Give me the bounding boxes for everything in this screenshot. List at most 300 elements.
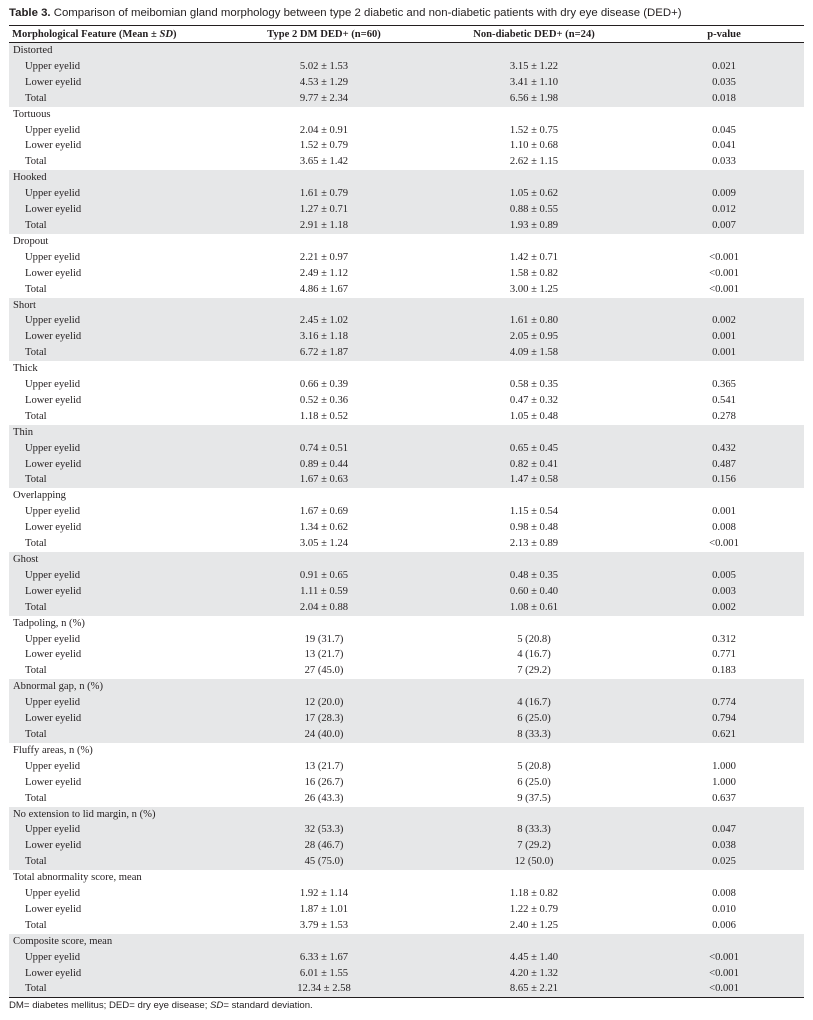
dm-value: 27 (45.0) [304, 665, 344, 677]
empty-cell [644, 43, 804, 59]
empty-cell [424, 870, 644, 886]
non-dm-value: 2.62 ± 1.15 [509, 156, 559, 168]
empty-cell [224, 934, 424, 950]
non-dm-value: 4.45 ± 1.40 [424, 950, 644, 966]
table-row [9, 91, 804, 107]
table-header [9, 26, 804, 43]
group-title-row [9, 298, 804, 314]
p-value: 0.278 [712, 410, 736, 422]
row-label: Lower eyelid [25, 903, 82, 915]
row-label: Upper eyelid [25, 888, 81, 900]
p-value: 1.000 [712, 776, 736, 788]
table-row [9, 663, 804, 679]
p-value: 0.432 [644, 441, 804, 457]
p-value: 0.033 [712, 156, 736, 168]
group-title-row [9, 107, 804, 123]
empty-cell [644, 679, 804, 695]
dm-value: 17 (28.3) [224, 711, 424, 727]
p-value: <0.001 [709, 283, 739, 295]
table-row [9, 981, 804, 997]
dm-value: 1.61 ± 0.79 [224, 186, 424, 202]
empty-cell [224, 679, 424, 695]
dm-value: 1.34 ± 0.62 [299, 522, 349, 534]
p-value: 0.002 [644, 313, 804, 329]
table-row [9, 393, 804, 409]
non-dm-value: 0.58 ± 0.35 [509, 379, 559, 391]
group-title-row [9, 743, 804, 759]
p-value: 0.045 [712, 124, 736, 136]
group-title: Total abnormality score, mean [13, 872, 142, 884]
non-dm-value: 5 (20.8) [517, 633, 551, 645]
group-title: Tortuous [13, 108, 51, 120]
group-title: Overlapping [13, 490, 66, 502]
table-footnote [9, 1000, 313, 1011]
dm-value: 6.01 ± 1.55 [224, 966, 424, 982]
table-row [9, 536, 804, 552]
row-label: Lower eyelid [9, 966, 224, 982]
dm-value: 2.04 ± 0.91 [299, 124, 349, 136]
table-row [9, 266, 804, 282]
header-non-dm: Non-diabetic DED+ (n=24) [424, 26, 644, 43]
row-label: Total [9, 981, 224, 997]
dm-value: 19 (31.7) [304, 633, 344, 645]
non-dm-value: 1.52 ± 0.75 [509, 124, 559, 136]
table-label: Table 3. [9, 7, 51, 19]
group-title-row [9, 170, 804, 186]
empty-cell [644, 552, 804, 568]
feature-group [9, 107, 804, 171]
dm-value: 26 (43.3) [304, 792, 344, 804]
table-row [9, 504, 804, 520]
dm-value: 2.49 ± 1.12 [299, 267, 349, 279]
table-row [9, 250, 804, 266]
row-label: Upper eyelid [25, 379, 81, 391]
non-dm-value: 1.93 ± 0.89 [424, 218, 644, 234]
header-feature-prefix: Morphological Feature (Mean ± [12, 28, 160, 40]
p-value: 0.018 [644, 91, 804, 107]
row-label: Upper eyelid [9, 441, 224, 457]
table-row [9, 647, 804, 663]
header-p-value: p-value [644, 26, 804, 43]
table-row [9, 282, 804, 298]
p-value: 0.774 [644, 695, 804, 711]
empty-cell [644, 361, 804, 377]
row-label: Total [9, 218, 224, 234]
group-title: Fluffy areas, n (%) [13, 744, 93, 756]
empty-cell [424, 807, 644, 823]
non-dm-value: 4.09 ± 1.58 [424, 345, 644, 361]
non-dm-value: 8 (33.3) [424, 822, 644, 838]
p-value: 0.621 [644, 727, 804, 743]
table-row [9, 759, 804, 775]
dm-value: 0.74 ± 0.51 [224, 441, 424, 457]
row-label: Upper eyelid [9, 59, 224, 75]
non-dm-value: 7 (29.2) [424, 838, 644, 854]
table-row [9, 59, 804, 75]
empty-cell [644, 298, 804, 314]
empty-cell [424, 43, 644, 59]
dm-value: 6.33 ± 1.67 [224, 950, 424, 966]
dm-value: 9.77 ± 2.34 [224, 91, 424, 107]
p-value: 0.021 [644, 59, 804, 75]
feature-group [9, 298, 804, 362]
empty-cell [424, 107, 644, 123]
group-title-row [9, 934, 804, 950]
p-value: 0.010 [712, 903, 736, 915]
row-label: Upper eyelid [25, 506, 81, 518]
p-value: <0.001 [644, 966, 804, 982]
empty-cell [424, 234, 644, 250]
p-value: 0.001 [644, 329, 804, 345]
group-title: Dropout [13, 235, 49, 247]
empty-cell [224, 170, 424, 186]
non-dm-value: 6 (25.0) [424, 711, 644, 727]
non-dm-value: 8 (33.3) [424, 727, 644, 743]
group-title-row [9, 488, 804, 504]
p-value: 0.541 [712, 394, 736, 406]
group-title-row [9, 361, 804, 377]
morphology-table [9, 25, 804, 998]
non-dm-value: 1.05 ± 0.62 [424, 186, 644, 202]
non-dm-value: 0.82 ± 0.41 [424, 457, 644, 473]
dm-value: 2.45 ± 1.02 [224, 313, 424, 329]
row-label: Lower eyelid [25, 267, 82, 279]
group-title-row [9, 807, 804, 823]
table-row [9, 918, 804, 934]
non-dm-value: 1.58 ± 0.82 [509, 267, 559, 279]
dm-value: 3.05 ± 1.24 [299, 538, 349, 550]
empty-cell [644, 616, 804, 632]
non-dm-value: 0.60 ± 0.40 [424, 584, 644, 600]
non-dm-value: 3.41 ± 1.10 [424, 75, 644, 91]
non-dm-value: 3.15 ± 1.22 [424, 59, 644, 75]
p-value: <0.001 [709, 251, 739, 263]
group-title-row [9, 234, 804, 250]
table-row [9, 377, 804, 393]
group-title: Distorted [9, 43, 224, 59]
header-feature-sd: SD [159, 28, 173, 40]
empty-cell [424, 170, 644, 186]
non-dm-value: 5 (20.8) [517, 760, 551, 772]
dm-value: 28 (46.7) [224, 838, 424, 854]
header-feature-suffix: ) [172, 28, 177, 40]
row-label: Upper eyelid [9, 695, 224, 711]
row-label: Total [9, 91, 224, 107]
table-row [9, 75, 804, 91]
header-dm: Type 2 DM DED+ (n=60) [224, 26, 424, 43]
table-row [9, 202, 804, 218]
empty-cell [644, 488, 804, 504]
dm-value: 13 (21.7) [304, 760, 344, 772]
dm-value: 6.72 ± 1.87 [224, 345, 424, 361]
empty-cell [644, 870, 804, 886]
dm-value: 1.67 ± 0.69 [299, 506, 349, 518]
empty-cell [644, 107, 804, 123]
p-value: 0.794 [644, 711, 804, 727]
p-value: 0.007 [644, 218, 804, 234]
dm-value: 0.66 ± 0.39 [299, 379, 349, 391]
dm-value: 1.87 ± 1.01 [299, 903, 349, 915]
empty-cell [424, 616, 644, 632]
p-value: 0.005 [644, 568, 804, 584]
p-value: 1.000 [712, 760, 736, 772]
dm-value: 1.67 ± 0.63 [224, 472, 424, 488]
group-title-row [9, 43, 804, 59]
table-row [9, 695, 804, 711]
row-label: Lower eyelid [9, 711, 224, 727]
empty-cell [644, 234, 804, 250]
empty-cell [644, 425, 804, 441]
dm-value: 2.21 ± 0.97 [299, 251, 349, 263]
table-row [9, 457, 804, 473]
dm-value: 1.92 ± 1.14 [299, 888, 349, 900]
p-value: 0.008 [712, 522, 736, 534]
dm-value: 0.52 ± 0.36 [299, 394, 349, 406]
dm-value: 32 (53.3) [224, 822, 424, 838]
non-dm-value: 1.42 ± 0.71 [509, 251, 559, 263]
non-dm-value: 0.65 ± 0.45 [424, 441, 644, 457]
header-row [9, 26, 804, 43]
table-row [9, 345, 804, 361]
non-dm-value: 6 (25.0) [517, 776, 551, 788]
empty-cell [224, 107, 424, 123]
row-label: Lower eyelid [9, 838, 224, 854]
table-row [9, 441, 804, 457]
empty-cell [424, 298, 644, 314]
table-row [9, 329, 804, 345]
empty-cell [224, 488, 424, 504]
non-dm-value: 6.56 ± 1.98 [424, 91, 644, 107]
p-value: 0.009 [644, 186, 804, 202]
empty-cell [224, 870, 424, 886]
empty-cell [224, 425, 424, 441]
table-row [9, 886, 804, 902]
p-value: <0.001 [644, 981, 804, 997]
row-label: Upper eyelid [25, 124, 81, 136]
dm-value: 0.91 ± 0.65 [224, 568, 424, 584]
non-dm-value: 1.47 ± 0.58 [424, 472, 644, 488]
group-title: Thick [13, 363, 38, 375]
table-row [9, 902, 804, 918]
group-title-row [9, 425, 804, 441]
feature-group [9, 425, 804, 489]
row-label: Total [9, 727, 224, 743]
table-row [9, 966, 804, 982]
table-row [9, 409, 804, 425]
table-row [9, 854, 804, 870]
dm-value: 0.89 ± 0.44 [224, 457, 424, 473]
p-value: 0.002 [644, 600, 804, 616]
table-row [9, 791, 804, 807]
group-title: Composite score, mean [9, 934, 224, 950]
dm-value: 1.18 ± 0.52 [299, 410, 349, 422]
row-label: Total [25, 156, 47, 168]
empty-cell [424, 361, 644, 377]
non-dm-value: 0.48 ± 0.35 [424, 568, 644, 584]
feature-group [9, 234, 804, 298]
p-value: 0.035 [644, 75, 804, 91]
p-value: 0.312 [712, 633, 736, 645]
row-label: Lower eyelid [9, 584, 224, 600]
empty-cell [224, 298, 424, 314]
row-label: Upper eyelid [9, 186, 224, 202]
p-value: 0.003 [644, 584, 804, 600]
p-value: <0.001 [644, 950, 804, 966]
header-feature [9, 26, 224, 43]
row-label: Total [25, 665, 47, 677]
row-label: Total [9, 345, 224, 361]
table-row [9, 600, 804, 616]
table-row [9, 775, 804, 791]
non-dm-value: 4 (16.7) [517, 649, 551, 661]
row-label: Total [9, 472, 224, 488]
table-row [9, 186, 804, 202]
feature-group [9, 679, 804, 743]
empty-cell [644, 743, 804, 759]
table-row [9, 218, 804, 234]
non-dm-value: 1.22 ± 0.79 [509, 903, 559, 915]
empty-cell [644, 934, 804, 950]
non-dm-value: 3.00 ± 1.25 [509, 283, 559, 295]
row-label: Upper eyelid [9, 822, 224, 838]
non-dm-value: 1.15 ± 0.54 [509, 506, 559, 518]
row-label: Lower eyelid [25, 776, 82, 788]
group-title-row [9, 679, 804, 695]
dm-value: 3.16 ± 1.18 [224, 329, 424, 345]
row-label: Total [9, 854, 224, 870]
row-label: Upper eyelid [9, 568, 224, 584]
non-dm-value: 4.20 ± 1.32 [424, 966, 644, 982]
non-dm-value: 7 (29.2) [517, 665, 551, 677]
row-label: Upper eyelid [25, 251, 81, 263]
non-dm-value: 1.05 ± 0.48 [509, 410, 559, 422]
dm-value: 16 (26.7) [304, 776, 344, 788]
row-label: Lower eyelid [9, 329, 224, 345]
table-row [9, 632, 804, 648]
p-value: 0.012 [644, 202, 804, 218]
table-row [9, 313, 804, 329]
p-value: 0.047 [644, 822, 804, 838]
table-row [9, 138, 804, 154]
dm-value: 2.91 ± 1.18 [224, 218, 424, 234]
group-title-row [9, 870, 804, 886]
group-title: Thin [9, 425, 224, 441]
empty-cell [224, 552, 424, 568]
row-label: Total [25, 919, 47, 931]
non-dm-value: 4 (16.7) [424, 695, 644, 711]
dm-value: 3.79 ± 1.53 [299, 919, 349, 931]
dm-value: 4.86 ± 1.67 [299, 283, 349, 295]
footnote-text-1: DM= diabetes mellitus; DED= dry eye disease; [9, 1000, 211, 1011]
feature-group [9, 552, 804, 616]
row-label: Lower eyelid [9, 75, 224, 91]
empty-cell [424, 934, 644, 950]
empty-cell [424, 488, 644, 504]
group-title: Tadpoling, n (%) [13, 617, 85, 629]
non-dm-value: 0.47 ± 0.32 [509, 394, 559, 406]
row-label: Lower eyelid [25, 649, 82, 661]
row-label: Lower eyelid [9, 457, 224, 473]
group-title-row [9, 616, 804, 632]
non-dm-value: 0.98 ± 0.48 [509, 522, 559, 534]
table-row [9, 154, 804, 170]
table-row [9, 838, 804, 854]
empty-cell [224, 361, 424, 377]
row-label: Lower eyelid [25, 394, 82, 406]
non-dm-value: 1.08 ± 0.61 [424, 600, 644, 616]
empty-cell [224, 807, 424, 823]
row-label: Lower eyelid [25, 522, 82, 534]
feature-group [9, 43, 804, 107]
row-label: Total [25, 283, 47, 295]
p-value: 0.038 [644, 838, 804, 854]
p-value: <0.001 [709, 538, 739, 550]
p-value: 0.025 [644, 854, 804, 870]
p-value: 0.156 [644, 472, 804, 488]
row-label: Upper eyelid [25, 633, 81, 645]
footnote-text-2: = standard deviation. [223, 1000, 313, 1011]
p-value: 0.771 [712, 649, 736, 661]
non-dm-value: 2.13 ± 0.89 [509, 538, 559, 550]
dm-value: 4.53 ± 1.29 [224, 75, 424, 91]
group-title: Hooked [9, 170, 224, 186]
p-value: 0.487 [644, 457, 804, 473]
empty-cell [424, 552, 644, 568]
row-label: Lower eyelid [25, 140, 82, 152]
p-value: <0.001 [709, 267, 739, 279]
non-dm-value: 1.10 ± 0.68 [509, 140, 559, 152]
table-caption [9, 7, 809, 19]
row-label: Total [25, 410, 47, 422]
group-title: No extension to lid margin, n (%) [9, 807, 224, 823]
empty-cell [424, 425, 644, 441]
p-value: 0.183 [712, 665, 736, 677]
p-value: 0.041 [712, 140, 736, 152]
p-value: 0.637 [712, 792, 736, 804]
p-value: 0.365 [712, 379, 736, 391]
feature-group [9, 870, 804, 934]
dm-value: 1.11 ± 0.59 [224, 584, 424, 600]
feature-group [9, 807, 804, 871]
p-value: 0.001 [644, 345, 804, 361]
non-dm-value: 8.65 ± 2.21 [424, 981, 644, 997]
table-row [9, 822, 804, 838]
table-row [9, 584, 804, 600]
table-row [9, 950, 804, 966]
empty-cell [644, 170, 804, 186]
empty-cell [224, 43, 424, 59]
table-row [9, 123, 804, 139]
feature-group [9, 361, 804, 425]
group-title: Short [9, 298, 224, 314]
row-label: Total [25, 792, 47, 804]
non-dm-value: 9 (37.5) [517, 792, 551, 804]
table-row [9, 520, 804, 536]
table-title: Comparison of meibomian gland morphology between type 2 diabetic and non-diabetic patients with dry eye disease (DED+) [50, 7, 682, 19]
feature-group [9, 616, 804, 680]
non-dm-value: 2.05 ± 0.95 [424, 329, 644, 345]
p-value: 0.006 [712, 919, 736, 931]
row-label: Total [9, 600, 224, 616]
dm-value: 1.27 ± 0.71 [224, 202, 424, 218]
dm-value: 2.04 ± 0.88 [224, 600, 424, 616]
non-dm-value: 1.18 ± 0.82 [509, 888, 559, 900]
row-label: Total [25, 538, 47, 550]
feature-group [9, 170, 804, 234]
feature-group [9, 934, 804, 998]
dm-value: 12 (20.0) [224, 695, 424, 711]
row-label: Upper eyelid [9, 313, 224, 329]
